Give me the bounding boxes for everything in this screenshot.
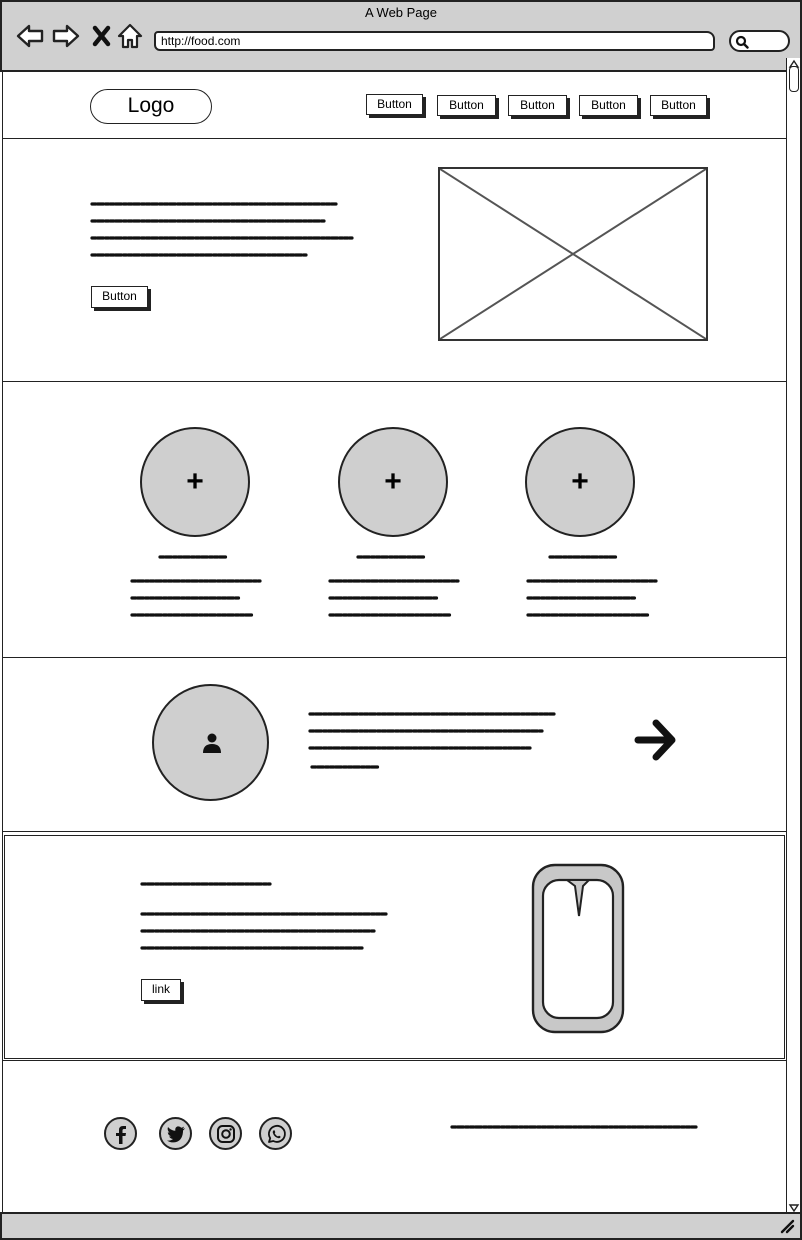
divider — [2, 831, 786, 832]
divider — [2, 138, 786, 139]
testimonial-text-placeholder — [308, 706, 558, 772]
forward-arrow-icon[interactable] — [51, 22, 81, 50]
facebook-icon[interactable] — [104, 1117, 137, 1150]
home-icon[interactable] — [115, 22, 145, 50]
feature-text-1 — [130, 552, 265, 622]
window-title: A Web Page — [364, 5, 438, 20]
nav-button-2[interactable]: Button — [437, 95, 496, 116]
feature-circle-1 — [140, 427, 250, 537]
feature-text-3 — [526, 552, 661, 622]
address-bar[interactable] — [154, 31, 715, 51]
divider — [2, 1060, 786, 1061]
nav-button-3[interactable]: Button — [508, 95, 567, 116]
back-arrow-icon[interactable] — [15, 22, 45, 50]
arrow-right-icon[interactable] — [634, 717, 678, 763]
divider — [2, 657, 786, 658]
plus-icon: + — [571, 465, 589, 498]
nav-button-5[interactable]: Button — [650, 95, 707, 116]
cta-section-frame — [4, 835, 785, 1059]
user-icon — [202, 732, 222, 754]
plus-icon: + — [186, 465, 204, 498]
avatar — [152, 684, 269, 801]
logo[interactable]: Logo — [90, 89, 212, 124]
twitter-icon[interactable] — [159, 1117, 192, 1150]
image-placeholder — [438, 167, 708, 341]
scrollbar-thumb[interactable] — [789, 66, 799, 92]
feature-circle-3 — [525, 427, 635, 537]
cta-link-button[interactable]: link — [141, 979, 181, 1001]
hero-text-placeholder — [90, 196, 360, 262]
feature-text-2 — [328, 552, 463, 622]
nav-button-1[interactable]: Button — [366, 94, 423, 115]
browser-search-field[interactable] — [729, 30, 790, 52]
feature-circle-2 — [338, 427, 448, 537]
phone-device-icon — [529, 862, 629, 1036]
status-bar — [0, 1212, 802, 1240]
search-icon — [735, 35, 749, 49]
footer-text-placeholder — [450, 1120, 700, 1134]
resize-grip-icon[interactable] — [778, 1218, 796, 1234]
url-text: http://food.com — [161, 34, 241, 48]
divider — [2, 381, 786, 382]
plus-icon: + — [384, 465, 402, 498]
whatsapp-icon[interactable] — [259, 1117, 292, 1150]
close-icon[interactable] — [88, 22, 118, 50]
cta-text-placeholder — [140, 878, 390, 953]
hero-button[interactable]: Button — [91, 286, 148, 308]
nav-button-4[interactable]: Button — [579, 95, 638, 116]
instagram-icon[interactable] — [209, 1117, 242, 1150]
vertical-scrollbar[interactable] — [786, 58, 802, 1214]
